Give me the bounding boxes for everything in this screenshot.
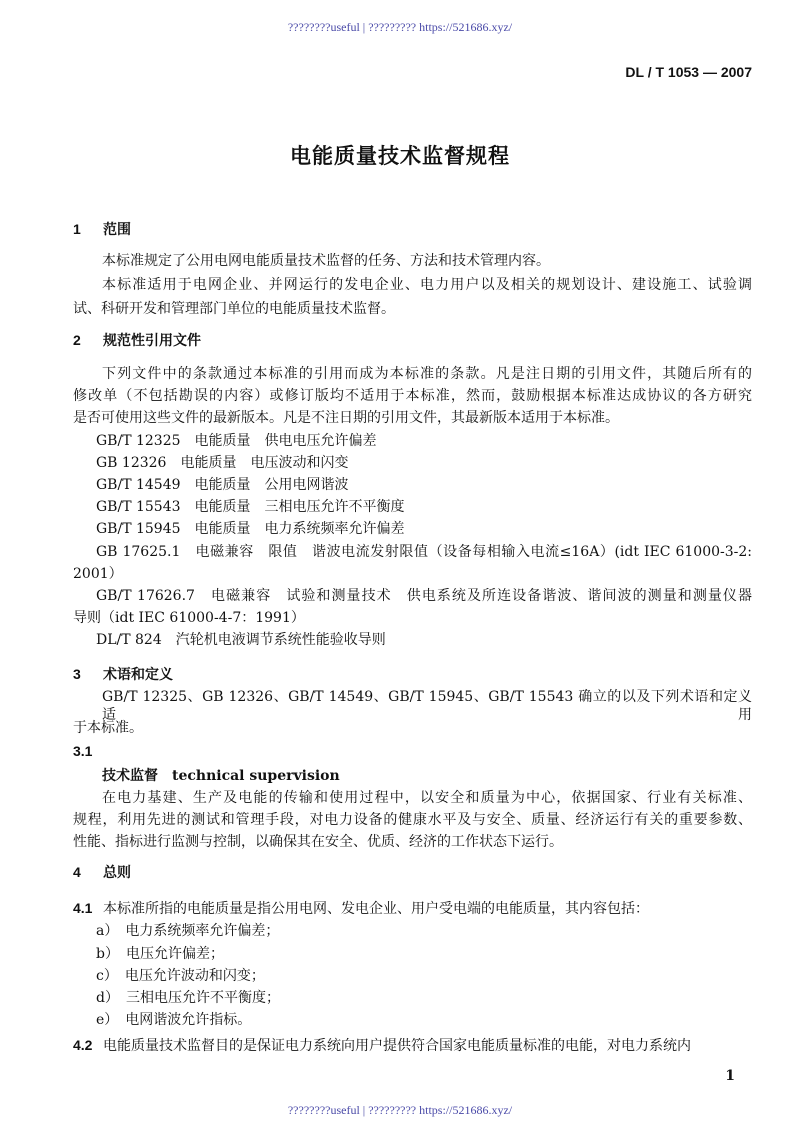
reference-item-continued: 2001） (73, 566, 123, 582)
page-number: 1 (725, 1068, 735, 1084)
list-item: e） 电网谐波允许指标。 (96, 1012, 252, 1028)
section-title: 总则 (103, 864, 131, 880)
watermark-bottom: ????????useful | ????????? https://521686.xyz/ (287, 1103, 513, 1117)
paragraph-line: 是否可使用这些文件的最新版本。凡是不注日期的引用文件，其最新版本适用于本标准。 (73, 410, 619, 426)
paragraph-line: 于本标准。 (73, 720, 143, 736)
paragraph-line: 本标准规定了公用电网电能质量技术监督的任务、方法和技术管理内容。 (102, 253, 550, 269)
reference-item: GB 17625.1 电磁兼容 限值 谐波电流发射限值（设备每相输入电流≤16A）(idt IEC 61000-3-2: (96, 544, 752, 560)
reference-item: GB/T 12325 电能质量 供电电压允许偏差 (96, 433, 377, 449)
clause-number: 4.2 (73, 1037, 93, 1053)
reference-item-continued: 导则（idt IEC 61000-4-7：1991） (73, 610, 305, 626)
reference-item: GB 12326 电能质量 电压波动和闪变 (96, 455, 349, 471)
clause-4-1 (73, 899, 752, 918)
clause-text: 本标准所指的电能质量是指公用电网、发电企业、用户受电端的电能质量，其内容包括： (103, 901, 649, 917)
paragraph-line: GB/T 12325、GB 12326、GB/T 14549、GB/T 15945、GB/T 15543 确立的以及下列术语和定义适用 (102, 689, 752, 723)
section-1-heading (73, 220, 752, 238)
section-3-heading (73, 665, 752, 683)
section-title: 范围 (103, 221, 131, 237)
definition-line: 性能、指标进行监测与控制，以确保其在安全、优质、经济的工作状态下运行。 (73, 834, 563, 850)
section-title: 术语和定义 (103, 666, 173, 682)
watermark-top: ????????useful | ????????? https://521686.xyz/ (287, 20, 513, 34)
section-2-heading (73, 331, 752, 349)
section-number: 2 (73, 332, 81, 348)
reference-item: GB/T 15945 电能质量 电力系统频率允许偏差 (96, 521, 405, 537)
list-item: c） 电压允许波动和闪变； (96, 968, 265, 984)
standard-number: DL / T 1053 — 2007 (625, 64, 752, 80)
clause-text: 电能质量技术监督目的是保证电力系统向用户提供符合国家电能质量标准的电能，对电力系统内 (103, 1038, 691, 1054)
paragraph-line: 试、科研开发和管理部门单位的电能质量技术监督。 (73, 301, 395, 317)
paragraph-line: 下列文件中的条款通过本标准的引用而成为本标准的条款。凡是注日期的引用文件，其随后所有的 (102, 366, 752, 382)
clause-number: 4.1 (73, 900, 93, 916)
section-number: 3 (73, 666, 81, 682)
reference-item: DL/T 824 汽轮机电液调节系统性能验收导则 (96, 632, 386, 648)
section-number: 4 (73, 864, 81, 880)
paragraph-line: 本标准适用于电网企业、并网运行的发电企业、电力用户以及相关的规划设计、建设施工、试验调 (102, 277, 752, 293)
clause-4-2 (73, 1036, 752, 1055)
section-number: 1 (73, 221, 81, 237)
definition-line: 在电力基建、生产及电能的传输和使用过程中，以安全和质量为中心，依据国家、行业有关标准、 (102, 790, 752, 806)
reference-item: GB/T 17626.7 电磁兼容 试验和测量技术 供电系统及所连设备谐波、谐间波的测量和测量仪器 (96, 588, 752, 604)
reference-item: GB/T 14549 电能质量 公用电网谐波 (96, 477, 349, 493)
paragraph-line: 修改单（不包括勘误的内容）或修订版均不适用于本标准，然而，鼓励根据本标准达成协议的各方研究 (73, 388, 752, 404)
list-item: d） 三相电压允许不平衡度； (96, 990, 280, 1006)
list-item: a） 电力系统频率允许偏差； (96, 923, 280, 939)
list-item: b） 电压允许偏差； (96, 946, 224, 962)
term-heading: 技术监督 technical supervision (102, 768, 340, 784)
page-title: 电能质量技术监督规程 (290, 143, 510, 168)
section-4-heading (73, 863, 752, 881)
section-title: 规范性引用文件 (103, 332, 201, 348)
clause-number: 3.1 (73, 743, 93, 759)
reference-item: GB/T 15543 电能质量 三相电压允许不平衡度 (96, 499, 405, 515)
definition-line: 规程，利用先进的测试和管理手段，对电力设备的健康水平及与安全、质量、经济运行有关的重要参数、 (73, 812, 752, 828)
